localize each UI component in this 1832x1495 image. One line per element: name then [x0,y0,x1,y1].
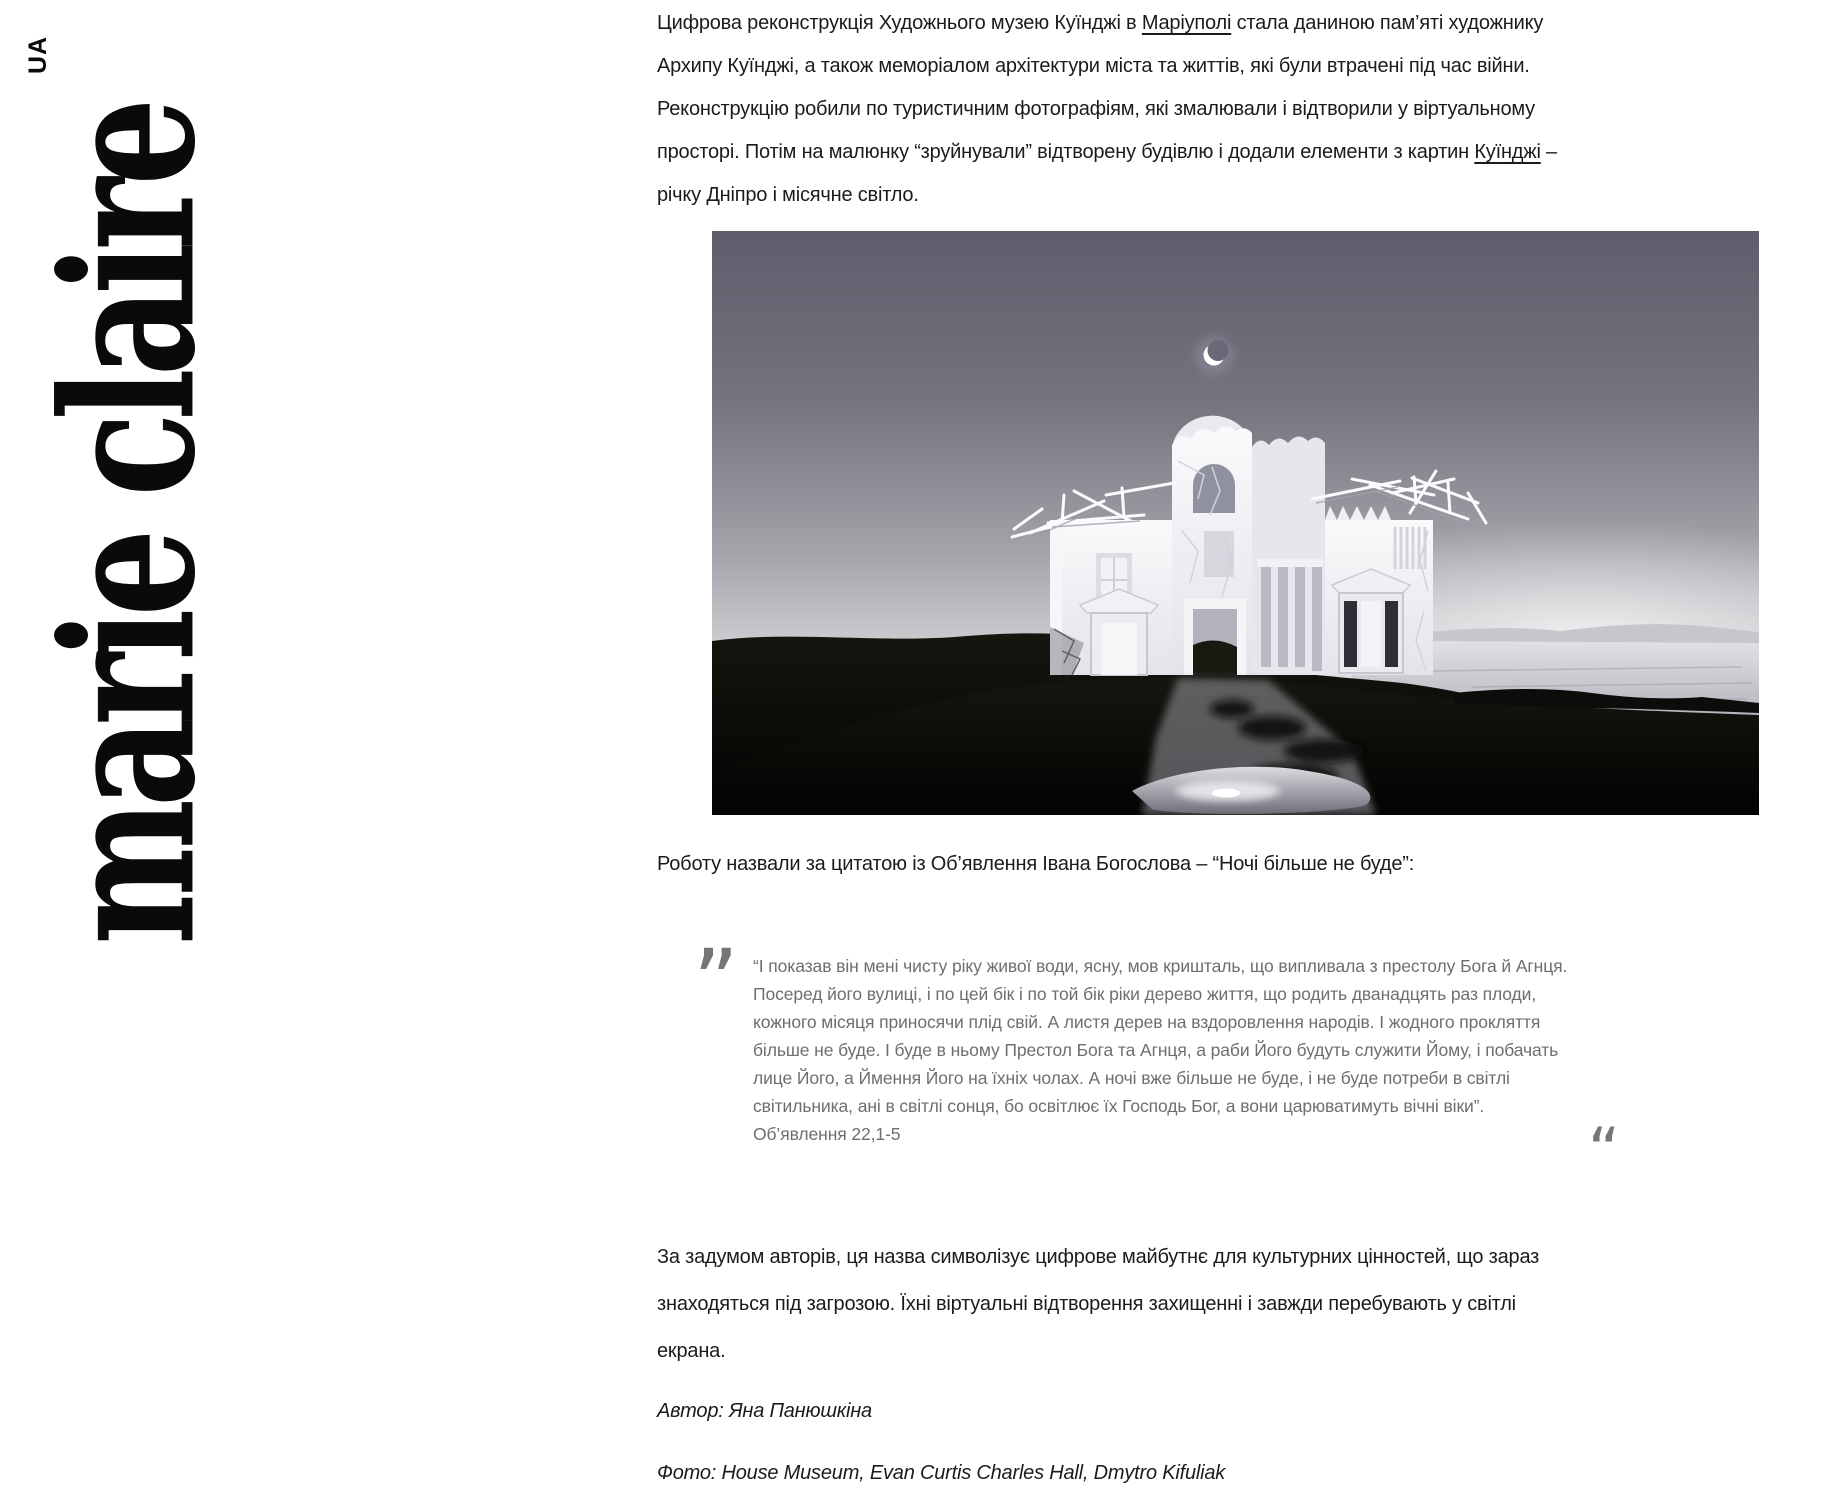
quote-lead-paragraph: Роботу назвали за цитатою із Об’явлення Івана Богослова – “Ночі більше не буде”: [657,853,1415,875]
open-quote-icon: ” [693,930,739,1033]
quote-text: “І показав він мені чисту ріку живої води, ясну, мов кришталь, що випливала з престолу Бога й Агнця. Посеред його вулиці, і по цей бік і по той бік ріки дерево життя, що родить дванадцять раз плоди, кожного місяця приносячи плід свій. А листя дерев на вздоровлення народів. І жодного прокляття більше не буде. І буде в ньому Престол Бога та Агнця, а раби Його будуть служити Йому, і побачать лице Його, а Ймення Його на їхніх чолах. А ночі вже більше не буде, і не буде потреби в світлі світильника, ані в світлі сонця, бо освітлює їх Господь Бог, а вони царюватимуть вічні віки”. Об’явлення 22,1-5 [753,956,1568,1144]
intro-text-3: – річку Дніпро і місячне світло. [657,141,1557,206]
link-kuindzhi[interactable]: Куїнджі [1474,141,1541,163]
museum-render-illustration [712,231,1759,815]
crescent-moon-icon [1194,335,1234,375]
brand-logotype: marie claire [20,105,237,945]
brand-region-label: UA [24,35,52,74]
author-line: Автор: Яна Панюшкіна [657,1400,872,1422]
photo-credit-line: Фото: House Museum, Evan Curtis Charles Hall, Dmytro Kifuliak [657,1462,1226,1484]
brand-logo-link[interactable] [0,0,260,1000]
conclusion-paragraph: За задумом авторів, ця назва символізує цифрове майбутнє для культурних цінностей, що зараз знаходяться під загрозою. Їхні віртуальні відтворення захищенні і завжди перебувають у світлі екрана. [657,1246,1540,1362]
intro-text-2: стала даниною пам’яті художнику Архипу Куїнджі, а також меморіалом архітектури міста та життів, які були втрачені під час війни. Реконструкцію робили по туристичним фотографіям, які змалювали і відтворили у віртуальному просторі. Потім на малюнку “зруйнували” відтворену будівлю і додали елементи з картин [657,12,1544,163]
hero-image [712,231,1759,815]
intro-paragraph [657,2,1557,217]
close-quote-icon: “ [1587,1114,1620,1187]
scripture-blockquote [693,930,1620,1187]
link-mariupol[interactable]: Маріуполі [1141,12,1232,34]
intro-text-1: Цифрова реконструкція Художнього музею Куїнджі в [657,12,1142,34]
